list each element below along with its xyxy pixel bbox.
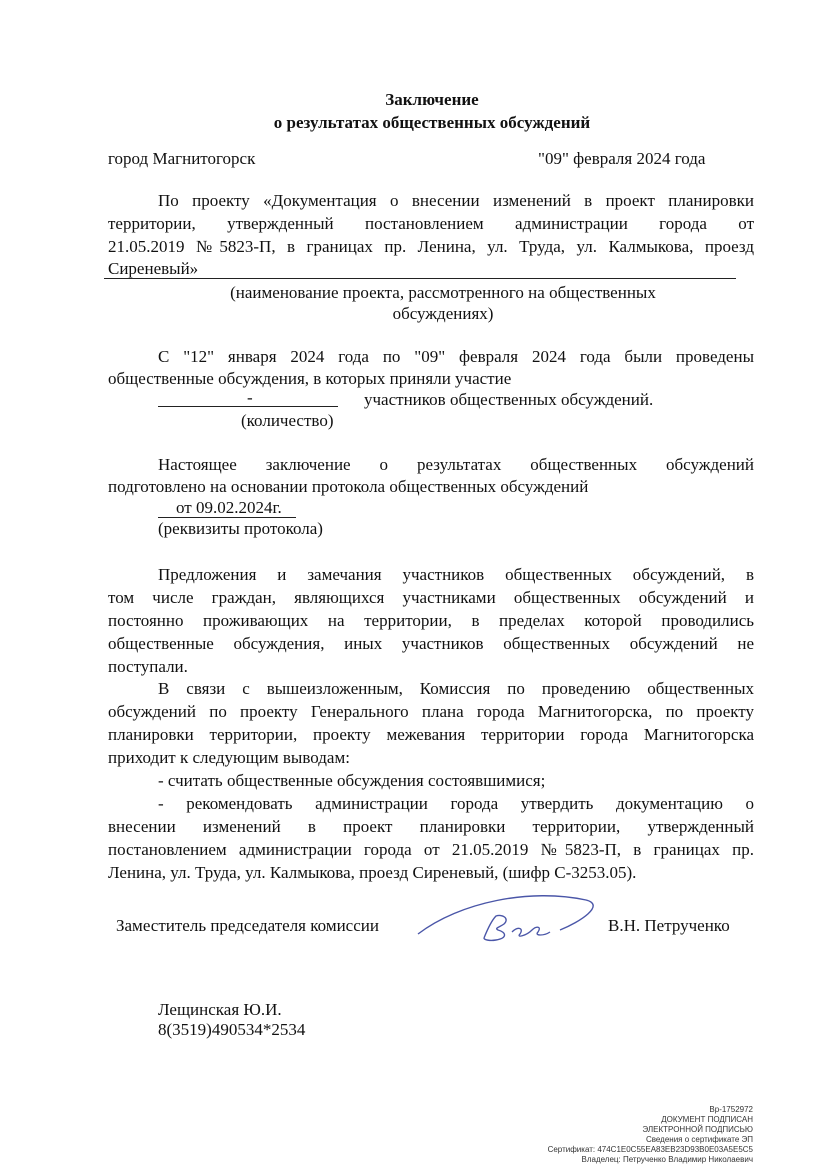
date: "09" февраля 2024 года	[538, 149, 706, 168]
count-caption: (количество)	[241, 411, 334, 430]
participant-count: -	[247, 388, 253, 407]
conclusion-line-4: приходит к следующим выводам:	[108, 748, 350, 767]
project-line-1: По проекту «Документация о внесении изменений в проект планировки	[158, 191, 754, 210]
stamp-line: ЭЛЕКТРОННОЙ ПОДПИСЬЮ	[642, 1125, 753, 1134]
project-line-3: 21.05.2019 №5823-П, в границах пр. Ленина, ул. Труда, ул. Калмыкова, проезд	[108, 237, 754, 256]
stamp-line: Вр-1752972	[709, 1105, 753, 1114]
stamp-line: Сведения о сертификате ЭП	[645, 1135, 753, 1144]
project-caption-2: обсуждениях)	[392, 304, 494, 323]
handwritten-signature	[410, 892, 610, 952]
proposals-line-1: Предложения и замечания участников общественных обсуждений, в	[158, 565, 754, 584]
project-line-2: территории, утвержденный постановлением администрации города от	[108, 214, 754, 233]
conclusion-item-2-line-4: Ленина, ул. Труда, ул. Калмыкова, проезд Сиреневый, (шифр С-3253.05).	[108, 863, 637, 882]
proposals-line-3: постоянно проживающих на территории, в пределах которой проводились	[108, 611, 754, 630]
conclusion-line-2: обсуждений по проекту Генерального плана города Магнитогорска, по проекту	[108, 702, 754, 721]
project-underline	[104, 278, 736, 279]
proposals-line-5: поступали.	[108, 657, 188, 676]
signatory-name: В.Н. Петрученко	[608, 916, 730, 935]
proposals-line-2: том числе граждан, являющихся участниками общественных обсуждений и	[108, 588, 754, 607]
document-title: Заключение	[385, 90, 479, 109]
period-line-1: С "12" января 2024 года по "09" февраля 2024 года были проведены	[158, 347, 754, 366]
project-caption-1: (наименование проекта, рассмотренного на общественных	[230, 283, 656, 302]
conclusion-item-2-line-3: постановлением администрации города от 21.05.2019 №5823-П, в границах пр.	[108, 840, 754, 859]
signatory-role: Заместитель председателя комиссии	[116, 916, 379, 935]
stamp-line: Владелец: Петрученко Владимир Николаевич	[581, 1155, 753, 1164]
project-line-4: Сиреневый»	[108, 259, 199, 278]
proposals-line-4: общественные обсуждения, иных участников общественных обсуждений не	[108, 634, 754, 653]
protocol-line-1: Настоящее заключение о результатах общественных обсуждений	[158, 455, 754, 474]
protocol-line-2: подготовлено на основании протокола общественных обсуждений	[108, 477, 589, 496]
conclusion-item-2-line-2: внесении изменений в проект планировки территории, утвержденный	[108, 817, 754, 836]
conclusion-line-3: планировки территории, проекту межевания территории города Магнитогорска	[108, 725, 754, 744]
period-line-2: общественные обсуждения, в которых приняли участие	[108, 369, 512, 388]
place: город Магнитогорск	[108, 149, 256, 168]
contact-phone: 8(3519)490534*2534	[158, 1020, 306, 1039]
stamp-line: ДОКУМЕНТ ПОДПИСАН	[661, 1115, 753, 1124]
stamp-line: Сертификат: 474C1E0C55EA83EB23D93B0E03A5E5C5	[547, 1145, 753, 1154]
conclusion-item-2-line-1: - рекомендовать администрации города утвердить документацию о	[158, 794, 754, 813]
protocol-caption: (реквизиты протокола)	[158, 519, 323, 538]
conclusion-line-1: В связи с вышеизложенным, Комиссия по проведению общественных	[158, 679, 754, 698]
protocol-details: от 09.02.2024г.	[176, 498, 282, 517]
participant-count-suffix: участников общественных обсуждений.	[364, 390, 654, 409]
contact-name: Лещинская Ю.И.	[158, 1000, 282, 1019]
e-signature-stamp	[433, 1105, 753, 1165]
document-subtitle: о результатах общественных обсуждений	[273, 113, 591, 132]
conclusion-item-1: - считать общественные обсуждения состоявшимися;	[158, 771, 546, 790]
